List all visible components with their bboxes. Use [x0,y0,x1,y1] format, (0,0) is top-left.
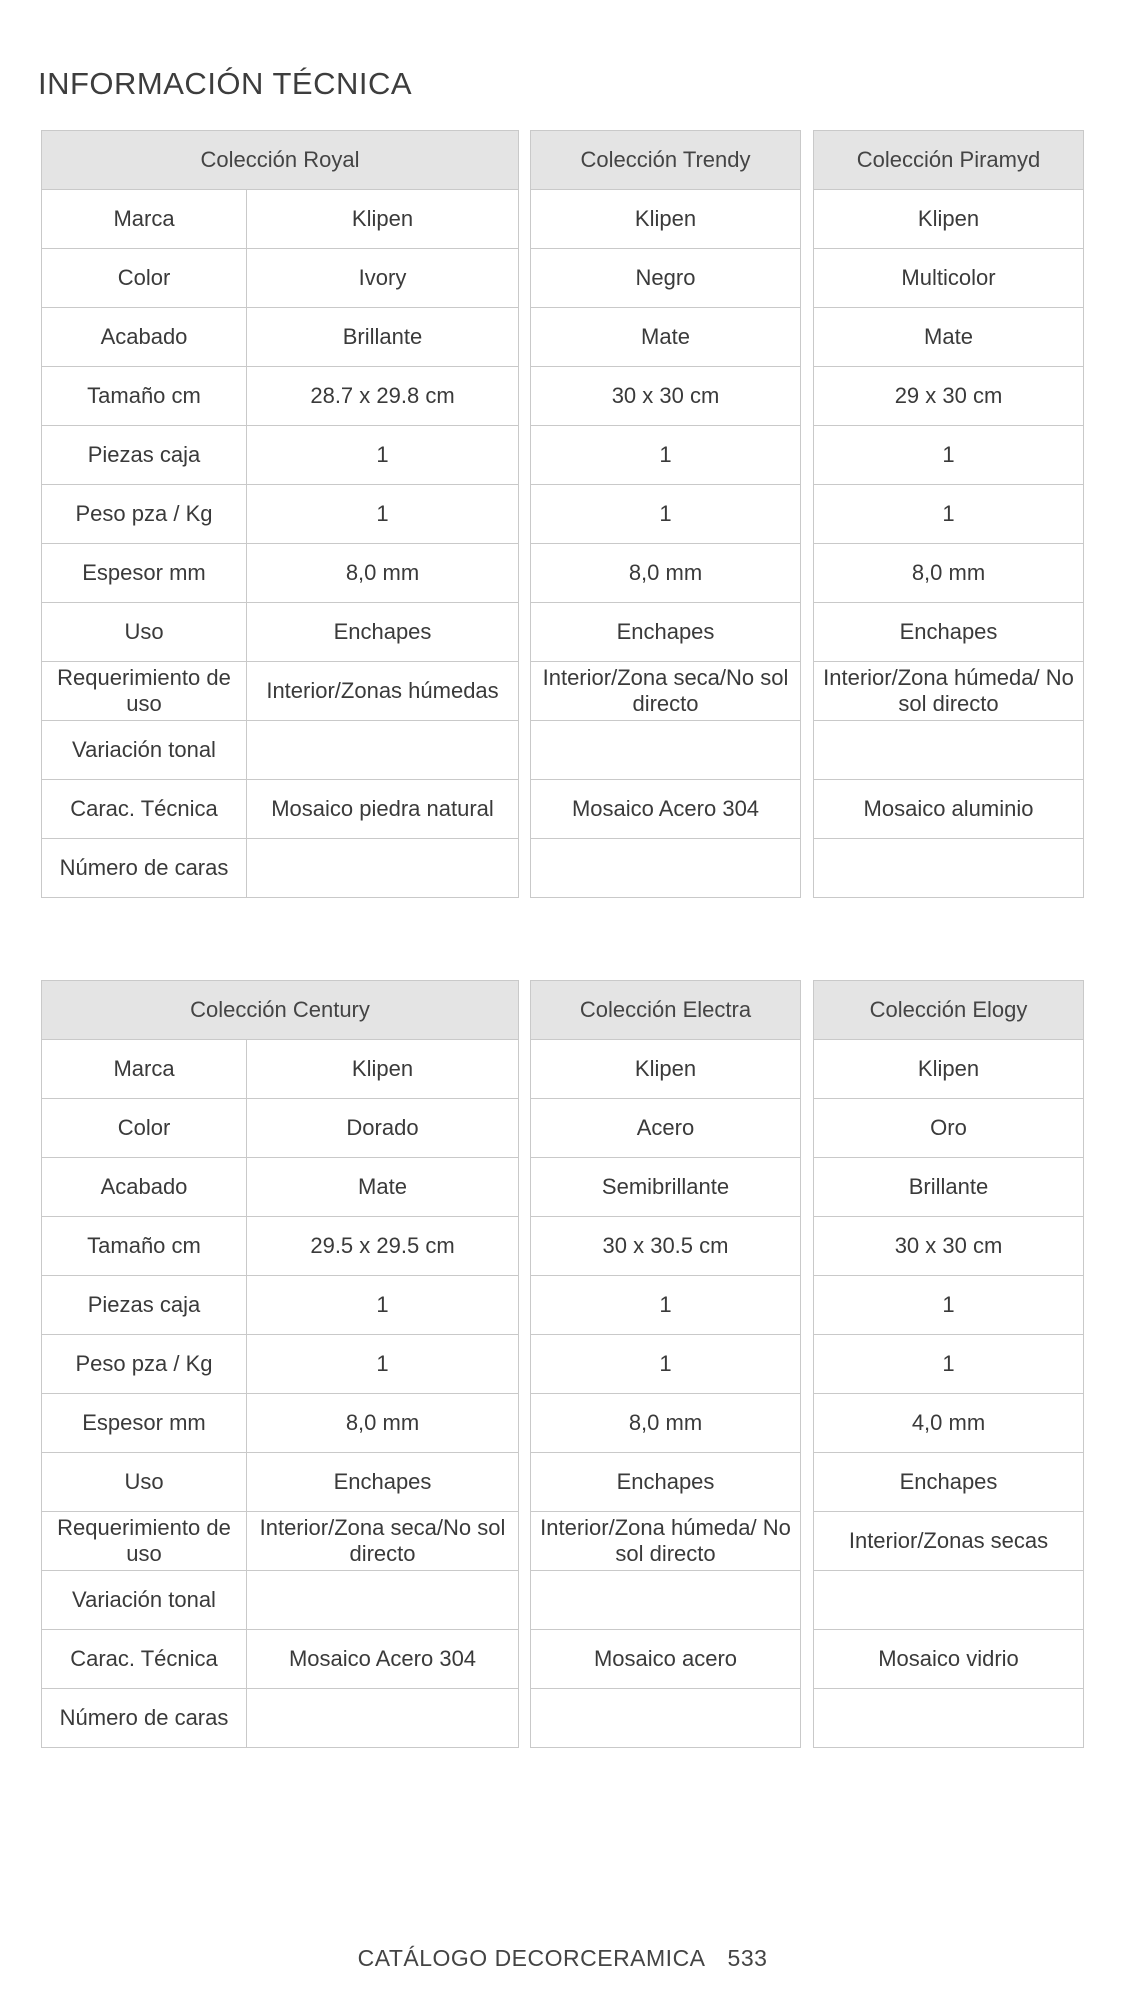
table-row [42,1099,519,1158]
table-row [42,1630,519,1689]
spec-value [814,1571,1084,1630]
spec-value: Brillante [247,308,519,367]
table-row [42,1394,519,1453]
row-label: Acabado [42,308,247,367]
table-row [531,249,801,308]
row-label: Espesor mm [42,544,247,603]
table-row [814,603,1084,662]
table-row [814,1453,1084,1512]
spec-value: 1 [531,1335,801,1394]
spec-value: 1 [247,1276,519,1335]
table-row [814,249,1084,308]
spec-value: Mate [814,308,1084,367]
spec-rows [531,190,801,898]
spec-value: Mosaico Acero 304 [247,1630,519,1689]
table-row [531,1276,801,1335]
spec-value: 1 [247,485,519,544]
spec-table-tertiary [813,130,1084,898]
table-row [42,426,519,485]
table-row [42,1689,519,1748]
table-row [814,1512,1084,1571]
spec-value: Acero [531,1099,801,1158]
spec-value: 30 x 30 cm [531,367,801,426]
table-row [531,1335,801,1394]
table-row [531,426,801,485]
spec-value: 29.5 x 29.5 cm [247,1217,519,1276]
table-row [42,190,519,249]
spec-value: Dorado [247,1099,519,1158]
row-label: Variación tonal [42,1571,247,1630]
spec-value [247,1689,519,1748]
spec-value: 29 x 30 cm [814,367,1084,426]
spec-value: Enchapes [814,1453,1084,1512]
table-row [814,1217,1084,1276]
spec-value: Interior/Zonas húmedas [247,662,519,721]
spec-value: 8,0 mm [814,544,1084,603]
table-row [42,367,519,426]
spec-value: Multicolor [814,249,1084,308]
spec-rows [814,190,1084,898]
spec-rows [42,1040,519,1748]
spec-value: 1 [247,426,519,485]
table-row [531,367,801,426]
collection-header: Colección Electra [531,981,801,1040]
spec-value: 8,0 mm [531,544,801,603]
spec-value: Klipen [531,190,801,249]
table-row [531,544,801,603]
row-label: Color [42,249,247,308]
row-label: Acabado [42,1158,247,1217]
collection-header: Colección Century [42,981,519,1040]
collection-header: Colección Elogy [814,981,1084,1040]
row-label: Piezas caja [42,426,247,485]
spec-value: Negro [531,249,801,308]
table-row [531,721,801,780]
table-row [814,839,1084,898]
row-label: Carac. Técnica [42,780,247,839]
spec-value: 1 [531,426,801,485]
spec-value: Klipen [814,1040,1084,1099]
spec-rows [814,1040,1084,1748]
collection-header: Colección Royal [42,131,519,190]
table-row [814,662,1084,721]
row-label: Carac. Técnica [42,1630,247,1689]
spec-value: Enchapes [247,603,519,662]
table-row [531,1040,801,1099]
table-row [42,721,519,780]
table-row [814,1571,1084,1630]
spec-value [814,1689,1084,1748]
spec-value: 1 [814,1276,1084,1335]
spec-value: 1 [531,485,801,544]
table-row [531,1453,801,1512]
page-footer [0,1945,1125,1972]
spec-table-secondary [530,130,801,898]
row-label: Tamaño cm [42,367,247,426]
spec-table-primary [41,130,519,898]
table-row [42,249,519,308]
spec-value [531,839,801,898]
table-row [814,721,1084,780]
spec-value: 8,0 mm [247,1394,519,1453]
row-label: Número de caras [42,1689,247,1748]
spec-value [531,1571,801,1630]
table-row [814,1335,1084,1394]
table-row [531,1158,801,1217]
row-label: Requerimiento de uso [42,1512,247,1571]
table-row [42,485,519,544]
table-row [531,1512,801,1571]
table-row [814,544,1084,603]
row-label: Peso pza / Kg [42,1335,247,1394]
table-row [814,1099,1084,1158]
row-label: Número de caras [42,839,247,898]
spec-value: Oro [814,1099,1084,1158]
table-row [42,1158,519,1217]
table-row [531,839,801,898]
spec-value: 30 x 30.5 cm [531,1217,801,1276]
table-row [814,426,1084,485]
table-row [42,1217,519,1276]
spec-table-secondary [530,980,801,1748]
table-row [531,662,801,721]
spec-value: Klipen [247,190,519,249]
table-row [531,603,801,662]
spec-value: 8,0 mm [247,544,519,603]
table-row [42,839,519,898]
spec-value: Mosaico aluminio [814,780,1084,839]
spec-value: Klipen [531,1040,801,1099]
table-row [42,1040,519,1099]
table-row [814,1689,1084,1748]
table-row [531,780,801,839]
table-row [814,1158,1084,1217]
spec-value: Brillante [814,1158,1084,1217]
spec-value: 4,0 mm [814,1394,1084,1453]
table-row [531,1630,801,1689]
table-row [42,1276,519,1335]
row-label: Marca [42,1040,247,1099]
spec-value: 1 [814,1335,1084,1394]
table-row [42,1512,519,1571]
table-row [531,1571,801,1630]
table-row [814,308,1084,367]
table-row [42,662,519,721]
table-row [42,544,519,603]
table-row [531,308,801,367]
spec-value: 8,0 mm [531,1394,801,1453]
table-row [42,1453,519,1512]
spec-value [247,839,519,898]
spec-value: Ivory [247,249,519,308]
spec-value: Mosaico acero [531,1630,801,1689]
spec-value: Enchapes [814,603,1084,662]
spec-value [247,1571,519,1630]
spec-value: Mosaico piedra natural [247,780,519,839]
spec-value: Enchapes [247,1453,519,1512]
spec-value: Interior/Zonas secas [814,1512,1084,1571]
spec-value: Interior/Zona húmeda/ No sol directo [531,1512,801,1571]
spec-value [814,839,1084,898]
spec-value: 1 [814,485,1084,544]
table-row [531,1394,801,1453]
spec-value: Mate [531,308,801,367]
table-row [814,1630,1084,1689]
row-label: Requerimiento de uso [42,662,247,721]
spec-table-tertiary [813,980,1084,1748]
collection-header: Colección Piramyd [814,131,1084,190]
page-number: 533 [727,1945,768,1971]
spec-value: 28.7 x 29.8 cm [247,367,519,426]
row-label: Color [42,1099,247,1158]
collection-header: Colección Trendy [531,131,801,190]
row-label: Espesor mm [42,1394,247,1453]
spec-value: 1 [531,1276,801,1335]
row-label: Peso pza / Kg [42,485,247,544]
spec-value: Klipen [247,1040,519,1099]
spec-value: Enchapes [531,603,801,662]
spec-value: 1 [814,426,1084,485]
table-row [814,1276,1084,1335]
table-row [531,1689,801,1748]
row-label: Marca [42,190,247,249]
table-row [531,485,801,544]
spec-value [531,721,801,780]
table-row [814,780,1084,839]
table-row [814,190,1084,249]
table-row [814,485,1084,544]
footer-text: CATÁLOGO DECORCERAMICA [357,1945,706,1971]
spec-rows [42,190,519,898]
row-label: Variación tonal [42,721,247,780]
table-row [42,308,519,367]
spec-value: Interior/Zona húmeda/ No sol directo [814,662,1084,721]
spec-value [814,721,1084,780]
spec-value: Interior/Zona seca/No sol directo [247,1512,519,1571]
spec-value: Interior/Zona seca/No sol directo [531,662,801,721]
table-row [42,780,519,839]
row-label: Uso [42,1453,247,1512]
spec-value: Mosaico Acero 304 [531,780,801,839]
spec-value: Mate [247,1158,519,1217]
table-row [814,1040,1084,1099]
spec-value: Klipen [814,190,1084,249]
spec-value: Enchapes [531,1453,801,1512]
spec-value: 1 [247,1335,519,1394]
spec-value: 30 x 30 cm [814,1217,1084,1276]
row-label: Uso [42,603,247,662]
table-row [42,1571,519,1630]
table-row [814,1394,1084,1453]
spec-table-primary [41,980,519,1748]
spec-rows [531,1040,801,1748]
table-row [531,190,801,249]
row-label: Piezas caja [42,1276,247,1335]
spec-value [531,1689,801,1748]
spec-value: Semibrillante [531,1158,801,1217]
table-row [42,1335,519,1394]
spec-value: Mosaico vidrio [814,1630,1084,1689]
table-row [42,603,519,662]
row-label: Tamaño cm [42,1217,247,1276]
table-row [814,367,1084,426]
table-row [531,1099,801,1158]
spec-value [247,721,519,780]
page-title: INFORMACIÓN TÉCNICA [38,66,413,101]
table-row [531,1217,801,1276]
